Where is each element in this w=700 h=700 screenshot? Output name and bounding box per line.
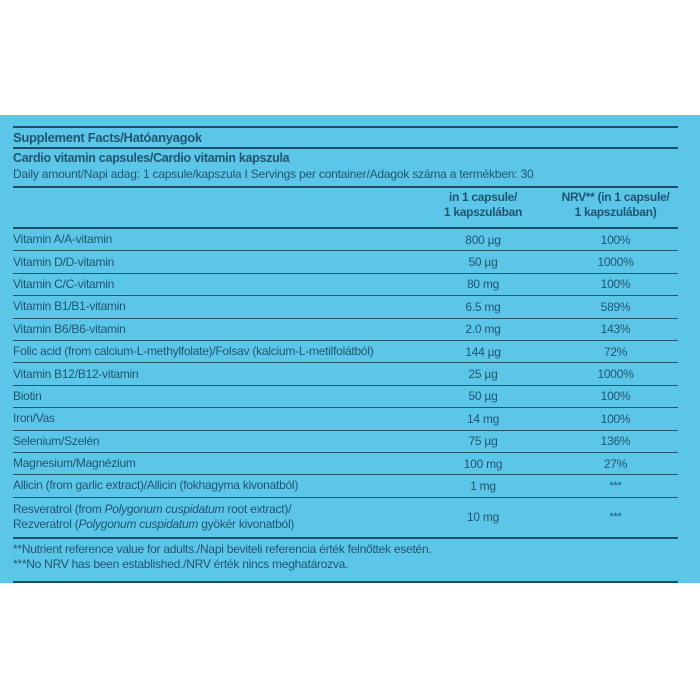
- nutrient-name: Vitamin D/D-vitamin: [13, 254, 115, 269]
- nutrient-amount: 80 mg: [466, 277, 500, 292]
- table-row: [13, 386, 678, 407]
- text: Rezveratrol (: [13, 517, 79, 532]
- nutrient-nrv: 136%: [600, 434, 631, 449]
- daily-amount: Daily amount/Napi adag: 1 capsule/kapszula I Servings per container/Adagok száma a termékben: 30: [13, 167, 534, 181]
- product-name: Cardio vitamin capsules/Cardio vitamin kapszula: [13, 151, 290, 165]
- text: Resveratrol (from: [13, 502, 105, 517]
- table-row: [13, 431, 678, 452]
- nutrient-name: [13, 502, 413, 532]
- table-row-resveratrol: [13, 498, 678, 537]
- nutrient-nrv: 1000%: [597, 367, 634, 382]
- divider: [13, 581, 678, 583]
- nutrient-name: Vitamin A/A-vitamin: [13, 232, 113, 247]
- table-row: [13, 408, 678, 429]
- table-row: [13, 296, 678, 317]
- nutrient-nrv: 27%: [603, 456, 628, 471]
- nutrient-name: Vitamin B12/B12-vitamin: [13, 366, 139, 381]
- nutrient-nrv: 72%: [603, 344, 628, 359]
- nutrient-amount: 1 mg: [470, 478, 496, 493]
- nutrient-name: Biotin: [13, 388, 42, 403]
- nutrient-nrv: 1000%: [597, 255, 634, 270]
- facts-title: Supplement Facts/Hatóanyagok: [13, 130, 202, 145]
- table-row: [13, 319, 678, 340]
- footnotes: [13, 539, 678, 581]
- nutrient-amount: 144 µg: [465, 344, 501, 359]
- nutrient-name: Iron/Vas: [13, 411, 55, 426]
- nutrient-nrv: ***: [609, 511, 622, 524]
- resveratrol-line2: [13, 517, 413, 532]
- footnote-nrv: **Nutrient reference value for adults./Napi beviteli referencia érték felnőttek esetén.: [13, 541, 432, 556]
- nrv-header-line2: 1 kapszulában): [574, 205, 657, 219]
- nutrient-nrv: 143%: [600, 322, 631, 337]
- nutrient-amount: 100 mg: [463, 456, 503, 471]
- column-header-row: [13, 188, 678, 227]
- nutrient-name: Vitamin B6/B6-vitamin: [13, 321, 126, 336]
- table-row: [13, 475, 678, 496]
- nutrient-nrv: ***: [609, 479, 622, 492]
- table-row: [13, 274, 678, 295]
- amount-header-line1: in 1 capsule/: [448, 190, 518, 204]
- column-header-amount: [413, 190, 553, 227]
- species-name: Polygonum cuspidatum: [104, 502, 225, 517]
- nutrient-name: Selenium/Szelén: [13, 433, 100, 448]
- footnote-no-nrv: ***No NRV has been established./NRV érték nincs meghatározva.: [13, 556, 349, 571]
- species-name: Polygonum cuspidatum: [78, 517, 199, 532]
- nutrient-rows: [13, 229, 678, 498]
- nutrient-amount: 800 µg: [465, 232, 501, 247]
- column-header-name: [13, 190, 413, 227]
- nutrient-nrv: 100%: [600, 389, 631, 404]
- table-row: [13, 363, 678, 384]
- nrv-header-line1: NRV** (in 1 capsule/: [561, 190, 670, 204]
- nutrient-amount: 6.5 mg: [465, 299, 501, 314]
- nutrient-amount: 25 µg: [468, 367, 498, 382]
- amount-header-line2: 1 kapszulában: [443, 205, 523, 219]
- product-info: [13, 149, 678, 186]
- nutrient-name: Allicin (from garlic extract)/Allicin (fokhagyma kivonatból): [13, 478, 299, 493]
- table-row: [13, 229, 678, 250]
- text: root extract)/: [224, 502, 292, 517]
- table-row: [13, 453, 678, 474]
- nutrient-amount: 75 µg: [468, 434, 498, 449]
- resveratrol-line1: [13, 502, 413, 517]
- nutrient-amount: 2.0 mg: [465, 322, 501, 337]
- text: gyökér kivonatból): [198, 517, 295, 532]
- column-header-nrv: [553, 190, 678, 227]
- nutrient-name: Magnesium/Magnézium: [13, 456, 136, 471]
- nutrient-nrv: 100%: [600, 277, 631, 292]
- nutrient-nrv: 100%: [600, 411, 631, 426]
- nutrient-name: Vitamin C/C-vitamin: [13, 276, 115, 291]
- nutrient-amount: 14 mg: [466, 411, 500, 426]
- nutrient-amount: 10 mg: [466, 510, 500, 525]
- supplement-facts-table: [13, 126, 678, 583]
- nutrient-name: Vitamin B1/B1-vitamin: [13, 299, 126, 314]
- table-row: [13, 251, 678, 272]
- nutrient-amount: 50 µg: [468, 255, 498, 270]
- nutrient-nrv: 100%: [600, 232, 631, 247]
- nutrient-amount: 50 µg: [468, 389, 498, 404]
- supplement-facts-panel: [0, 115, 700, 583]
- table-row: [13, 341, 678, 362]
- nutrient-nrv: 589%: [600, 299, 631, 314]
- nutrient-name: Folic acid (from calcium-L-methylfolate)/Folsav (kalcium-L-metilfolátból): [13, 344, 374, 359]
